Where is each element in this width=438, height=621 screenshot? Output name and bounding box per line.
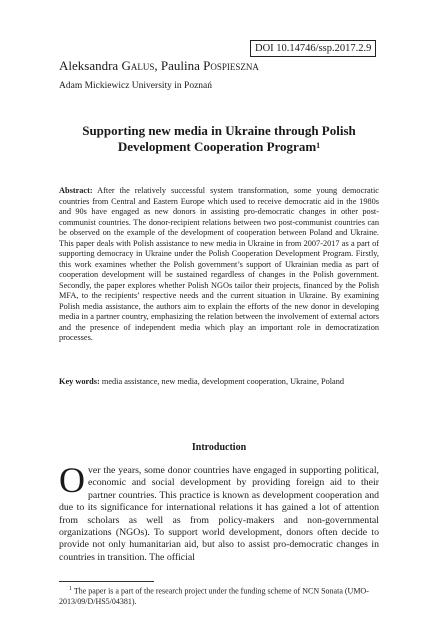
authors-line [59,58,259,74]
footnote-rule [59,581,154,582]
introduction-text: ver the years, some donor countries have engaged in supporting political, economic and social development by providing foreign aid to their partner countries. This practice is known as development cooperation and due to its significance for international relations it has gained a lot of attention from scholars as well as from policy-makers and non-governmental organizations (NGOs). To support world development, donors often decide to provide not only humanitarian aid, but also to assist pro-democratic changes in countries in transition. The official [59,465,379,563]
introduction-paragraph [59,460,379,564]
keywords [59,377,379,388]
paper-title [59,123,379,155]
section-heading-introduction: Introduction [191,442,247,453]
doi-label: DOI 10.14746/ssp.2017.2.9 [250,40,376,57]
abstract-label: Abstract: [59,186,93,195]
author-separator: , [154,58,161,73]
abstract-text: After the relatively successful system transformation, some young democratic countries from Central and Eastern Europe which used to receive democratic aid in the 1980s and 90s have engaged as new donors in assisting pro-democratic changes in other post-communist countries. The donor-recipient relations between two post-communist countries can be observed on the example of the development of cooperation between Poland and Ukraine. This paper deals with Polish assistance to new media in Ukraine in from 2007-2017 as a part of supporting democracy in Ukraine under the Polish Cooperation Development Program. Firstly, this work examines whether the Polish government’s support of Ukrainian media as part of cooperation development will be sustained regardless of changes in the Polish government. Secondly, the paper explores whether Polish NGOs tailor their projects, financed by the Polish MFA, to the recipients’ respective needs and the current situation in Ukraine. By examining Polish media assistance, the authors aim to explain the efforts of the new donor in developing media in a partner country, emphasizing the relation between the involvement of external actors and the presence of independent media which play an important role in democratization processes. [59,186,379,342]
author-1-given: Aleksandra [59,58,119,73]
author-2-given: Paulina [160,58,200,73]
abstract [59,186,379,344]
dropcap-letter: O [59,460,85,500]
footnote-text: The paper is a part of the research project under the funding scheme of NCN Sonata (UMO-2013/09/D/HS5/04381). [59,586,369,606]
author-2-family: Pospieszna [203,58,259,73]
affiliation: Adam Mickiewicz University in Poznań [59,81,213,91]
keywords-label: Key words: [59,377,100,386]
title-footnote-marker: 1 [316,141,321,150]
author-1-family: Galus [121,58,155,73]
paper-title-text: Supporting new media in Ukraine through Polish Development Cooperation Program [82,123,356,154]
footnote-marker: 1 [69,586,72,592]
keywords-text: media assistance, new media, development cooperation, Ukraine, Poland [101,377,345,386]
footnote [59,584,379,607]
